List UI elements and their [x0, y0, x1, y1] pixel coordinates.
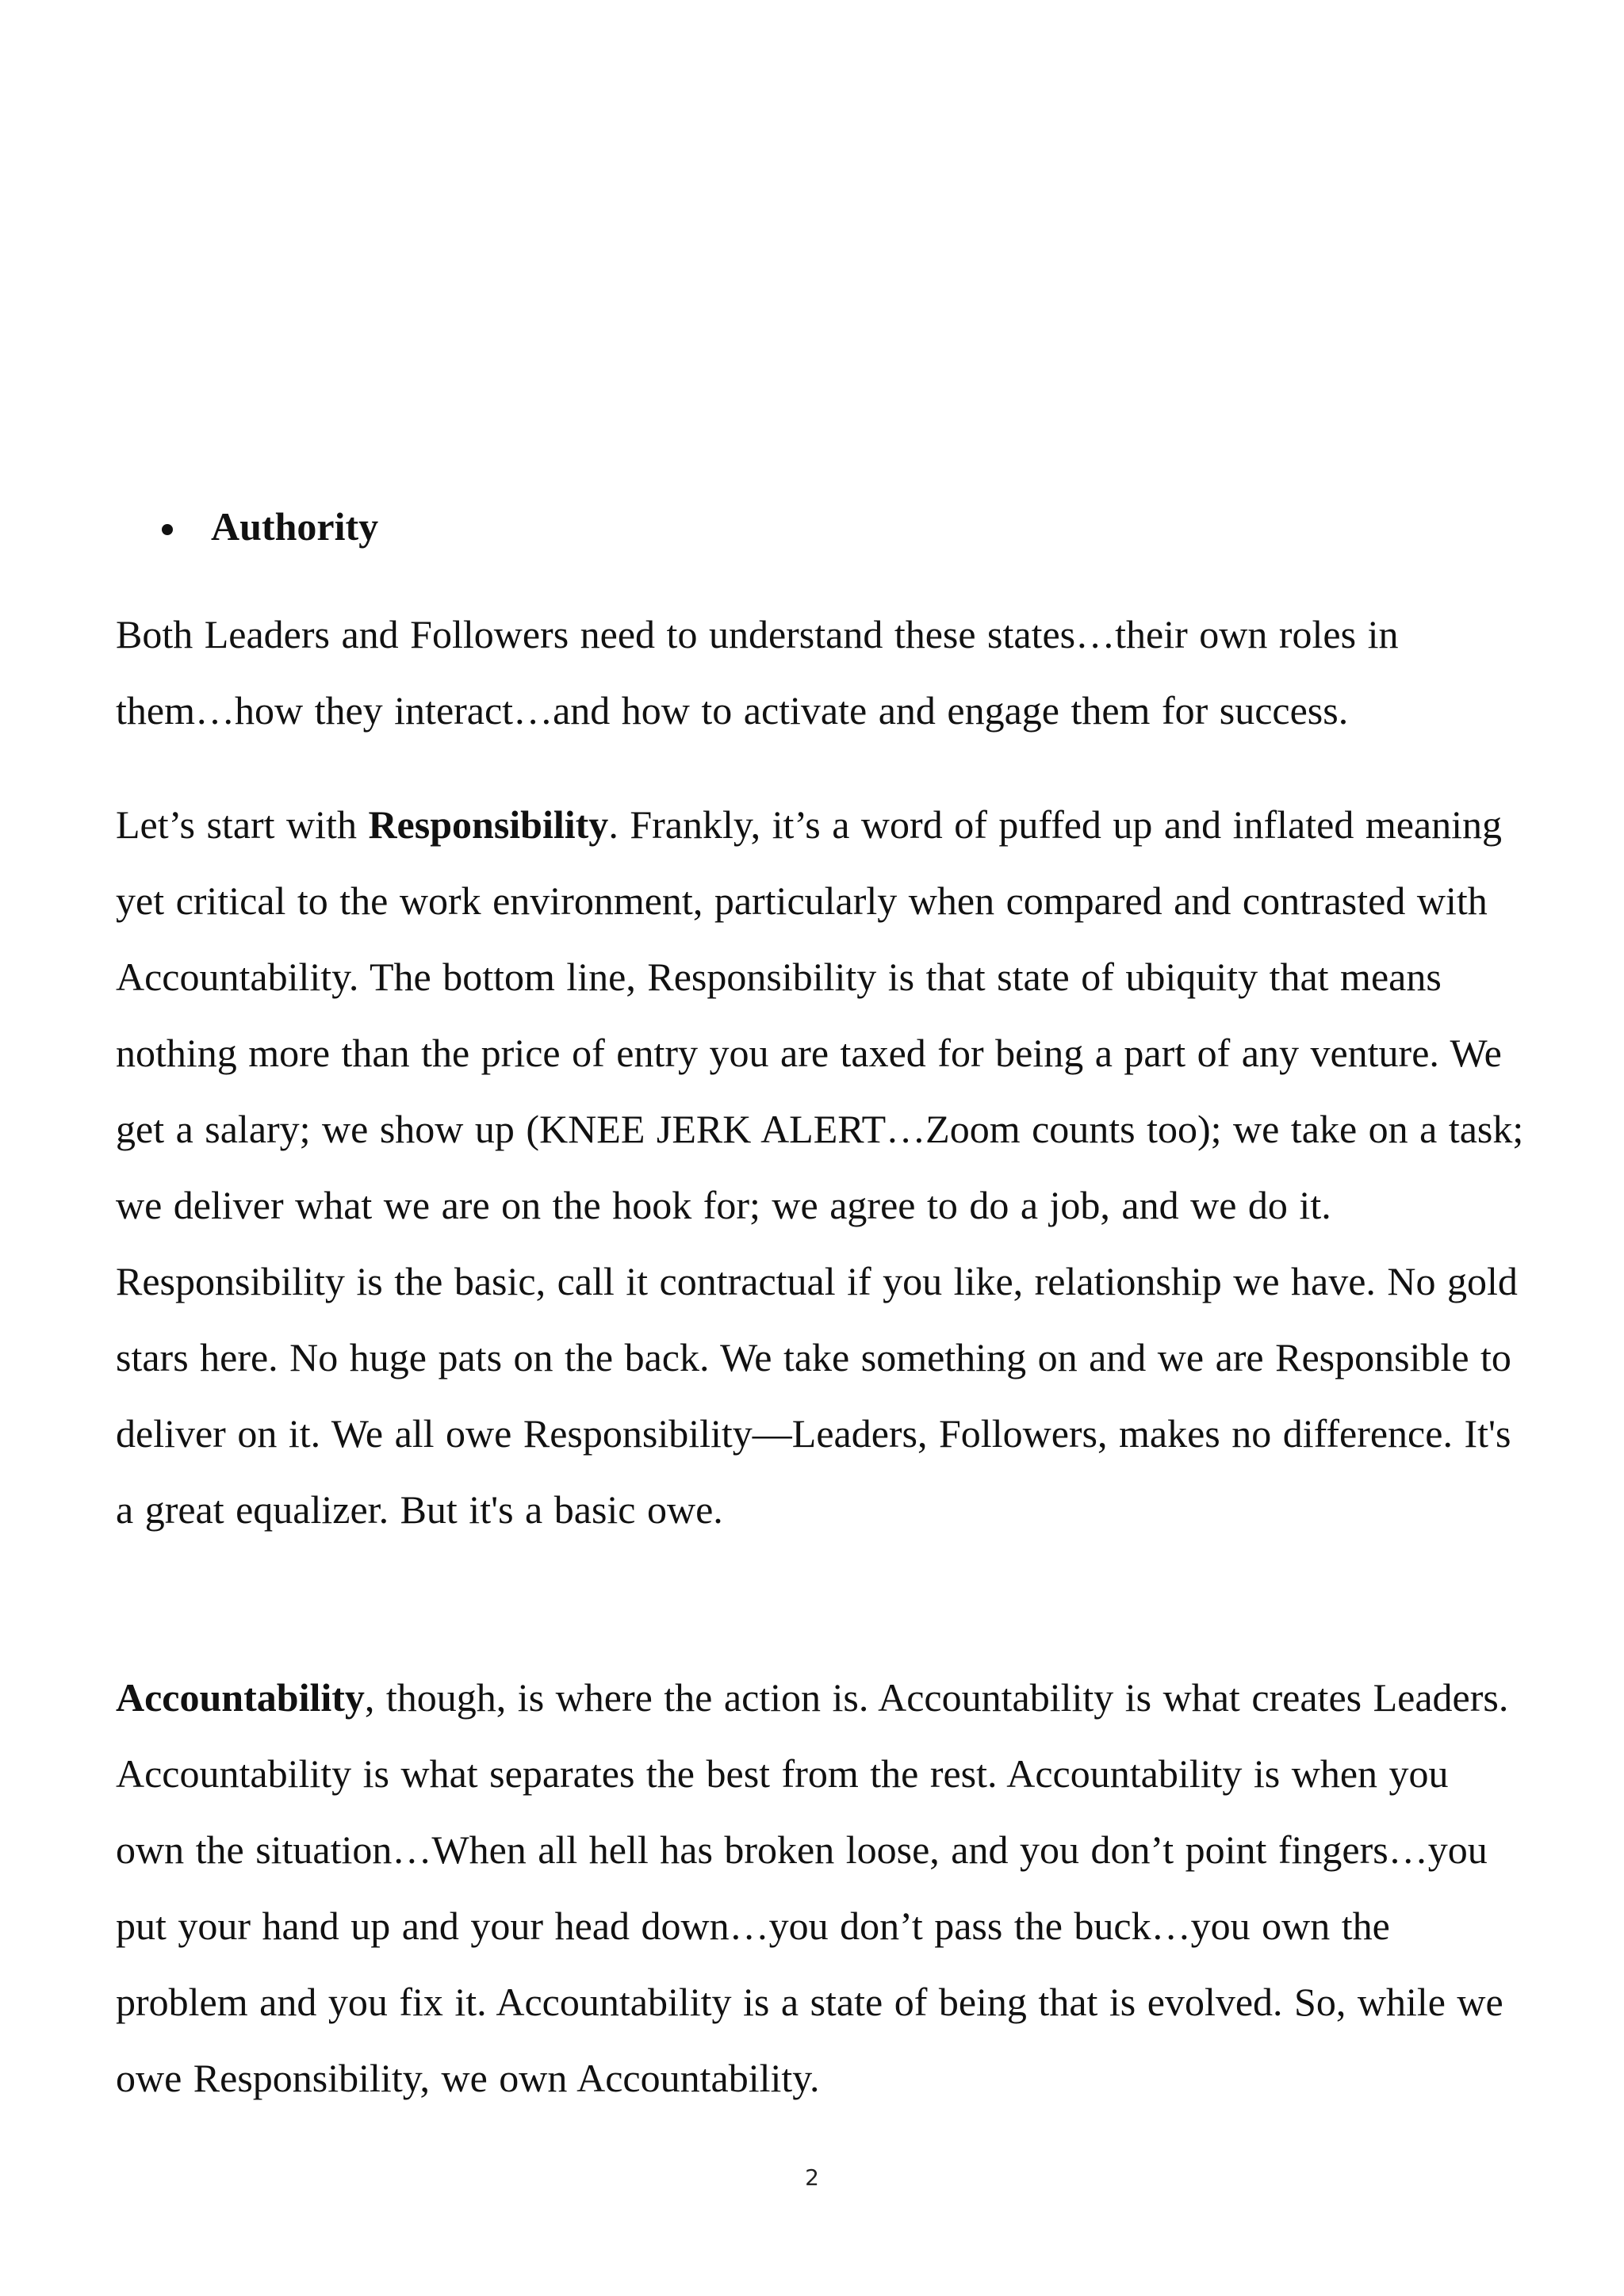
paragraph-responsibility-lead: Let’s start with [116, 802, 369, 847]
bullet-item-authority [162, 488, 378, 564]
bullet-label: Authority [211, 504, 379, 549]
term-responsibility: Responsibility [368, 802, 609, 847]
page-number: 2 [805, 2164, 819, 2191]
paragraph-responsibility [116, 786, 1524, 1548]
paragraph-accountability-body: , though, is where the action is. Accountability is what creates Leaders. Accountability is what separates the best from the rest. Accountability is when you own the situation…When all hell has broken loose, and you don’t point fingers…you put your hand up and your head down…you don’t pass the buck…you own the problem and you fix it. Accountability is a state of being that is evolved. So, while we owe Responsibility, we own Accountability. [116, 1675, 1509, 2100]
term-accountability: Accountability [116, 1675, 365, 1720]
paragraph-intro: Both Leaders and Followers need to understand these states…their own roles in them…how they interact…and how to activate and engage them for success. [116, 612, 1399, 733]
paragraph-responsibility-body: . Frankly, it’s a word of puffed up and inflated meaning yet critical to the work environment, particularly when compared and contrasted with Accountability. The bottom line, Responsibility is that state of ubiquity that means nothing more than the price of entry you are taxed for being a part of any venture. We get a salary; we show up (KNEE JERK ALERT…Zoom counts too); we take on a task; we deliver what we are on the hook for; we agree to do a job, and we do it. Responsibility is the basic, call it contractual if you like, relationship we have. No gold stars here. No huge pats on the back. We take something on and we are Responsible to deliver on it. We all owe Responsibility—Leaders, Followers, makes no difference. It's a great equalizer. But it's a basic owe. [116, 802, 1524, 1532]
paragraph-accountability [116, 1659, 1524, 2116]
bullet-point-icon [162, 524, 173, 535]
